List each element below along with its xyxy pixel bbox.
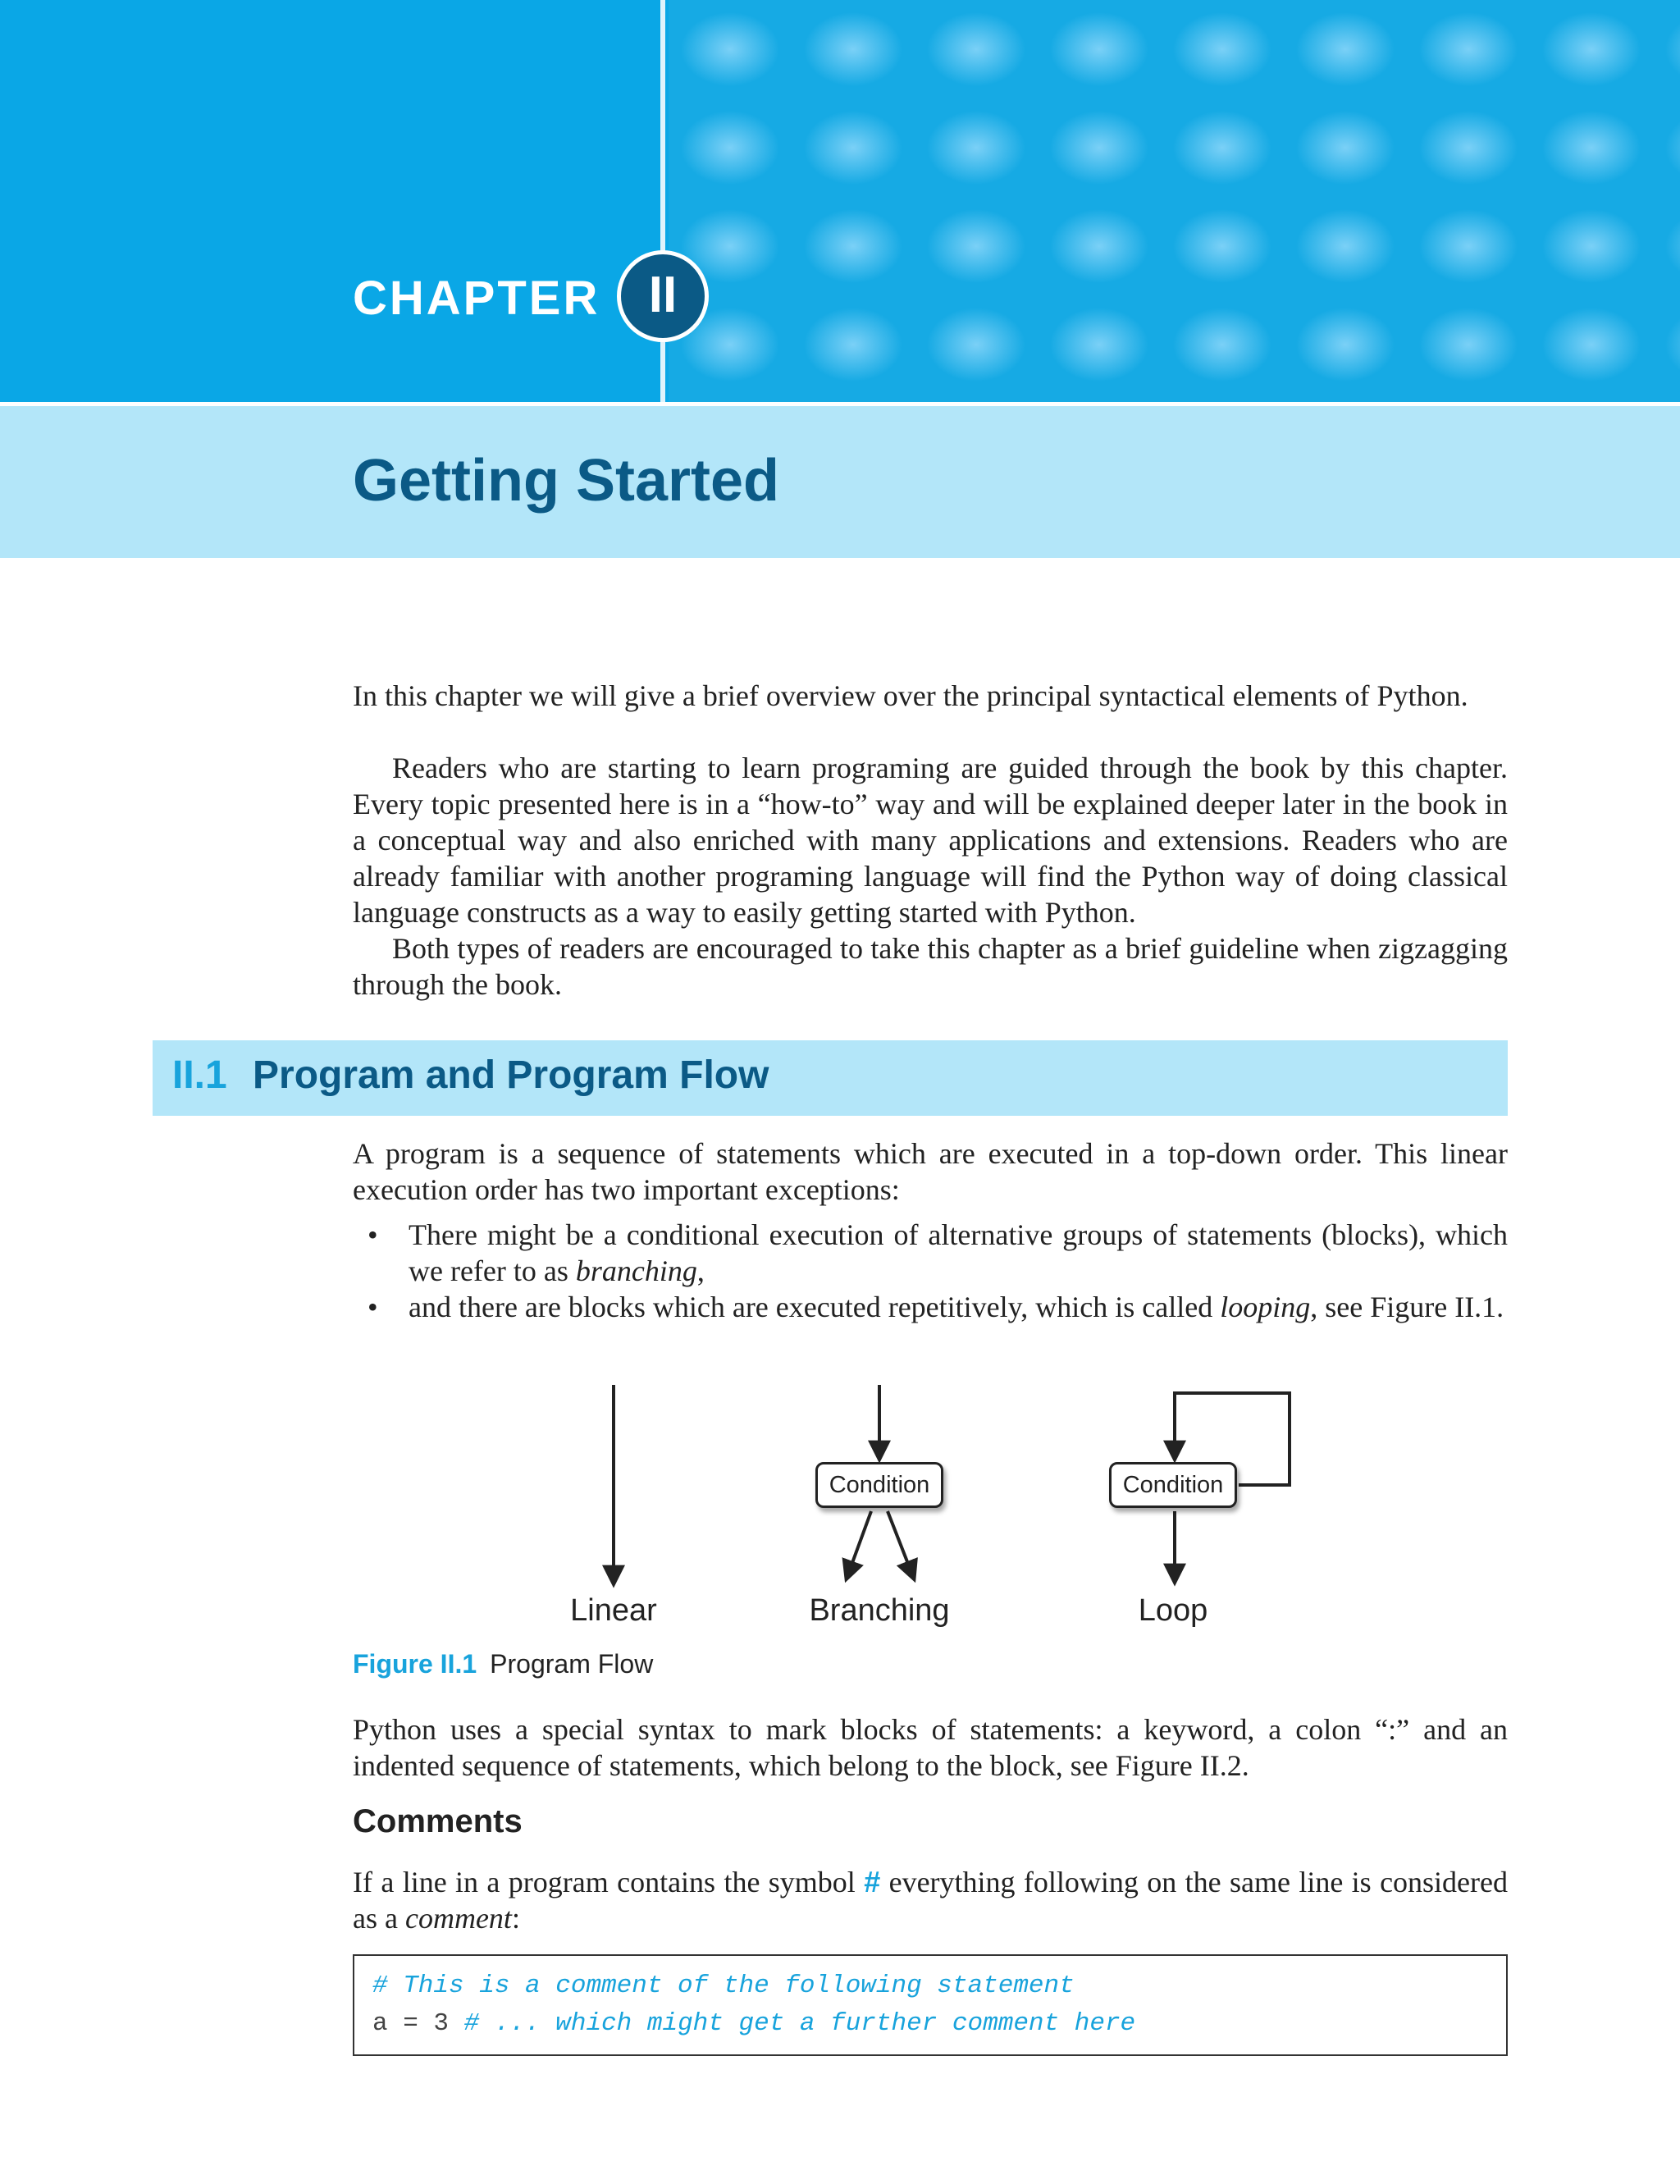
figure-caption-text: Program Flow (490, 1649, 654, 1679)
bullet-emphasis: looping (1220, 1291, 1311, 1323)
comments-text-3: : (511, 1902, 520, 1935)
code-statement: a = 3 (372, 2009, 464, 2038)
chapter-label: CHAPTER (353, 272, 600, 325)
code-example-box (353, 1954, 1508, 2056)
loop-condition-box: Condition (1109, 1462, 1237, 1508)
branching-right-arrow (888, 1511, 914, 1579)
section-paragraph-1: A program is a sequence of statements which are executed in a top-down order. This linear execution order has two important exceptions: (353, 1137, 1508, 1206)
intro-paragraph-3: Both types of readers are encouraged to take this chapter as a brief guideline when zigzagging through the book. (353, 932, 1508, 1001)
bullet-text-end: , see Figure II.1. (1310, 1291, 1504, 1323)
section-title: Program and Program Flow (253, 1053, 769, 1097)
bullet-text: There might be a conditional execution of alternative groups of statements (blocks), which we refer to as (409, 1218, 1508, 1287)
figure-caption (353, 1649, 653, 1679)
section-number: II.1 (172, 1053, 227, 1097)
list-item (353, 1217, 1508, 1289)
comments-paragraph (353, 1864, 1508, 1936)
decorative-bokeh-pattern (669, 0, 1680, 402)
code-line-2 (372, 2005, 1488, 2043)
comments-text-2: everything following on the same line is considered as a (353, 1866, 1509, 1935)
branching-label: Branching (809, 1593, 950, 1628)
code-comment: # ... which might get a further comment here (463, 2009, 1136, 2038)
bullet-text: and there are blocks which are executed repetitively, which is called (409, 1291, 1221, 1323)
list-item (353, 1289, 1508, 1325)
bullet-marker: • (368, 1291, 378, 1323)
chapter-header-banner (0, 0, 1680, 402)
branching-left-arrow (847, 1511, 871, 1579)
exceptions-list (353, 1217, 1508, 1325)
bullet-marker: • (368, 1218, 378, 1251)
chapter-title-band (0, 406, 1680, 558)
loop-label: Loop (1138, 1593, 1208, 1628)
hash-symbol: # (864, 1865, 881, 1898)
figure-caption-number: Figure II.1 (353, 1649, 477, 1679)
comment-emphasis: comment (404, 1902, 512, 1935)
chapter-title: Getting Started (353, 448, 780, 514)
code-comment: # This is a comment of the following statement (372, 1972, 1075, 2000)
intro-paragraph-1: In this chapter we will give a brief overview over the principal syntactical elements of Python. (353, 679, 1468, 712)
chapter-number-badge: II (617, 250, 709, 342)
loop-back-arrow (1175, 1393, 1290, 1485)
block-syntax-paragraph: Python uses a special syntax to mark blocks of statements: a keyword, a colon “:” and an indented sequence of statements, which belong to the block, see Figure II.2. (353, 1713, 1508, 1782)
code-line-1 (372, 1967, 1488, 2005)
bullet-emphasis: branching (575, 1254, 697, 1287)
bullet-text-end: , (696, 1254, 705, 1287)
linear-label: Linear (570, 1593, 657, 1628)
comments-heading: Comments (353, 1803, 523, 1839)
branching-condition-box: Condition (815, 1462, 943, 1508)
intro-paragraph-2: Readers who are starting to learn programing are guided through the book by this chapter. Every topic presented here is in a “how-to” way and will be explained deeper later in the book in a conceptual way and also enriched with many applications and extensions. Readers who are already familiar with another programing language will find the Python way of doing classical language constructs as a way to easily getting started with Python. (353, 752, 1508, 929)
comments-text-1: If a line in a program contains the symbol (353, 1866, 865, 1898)
